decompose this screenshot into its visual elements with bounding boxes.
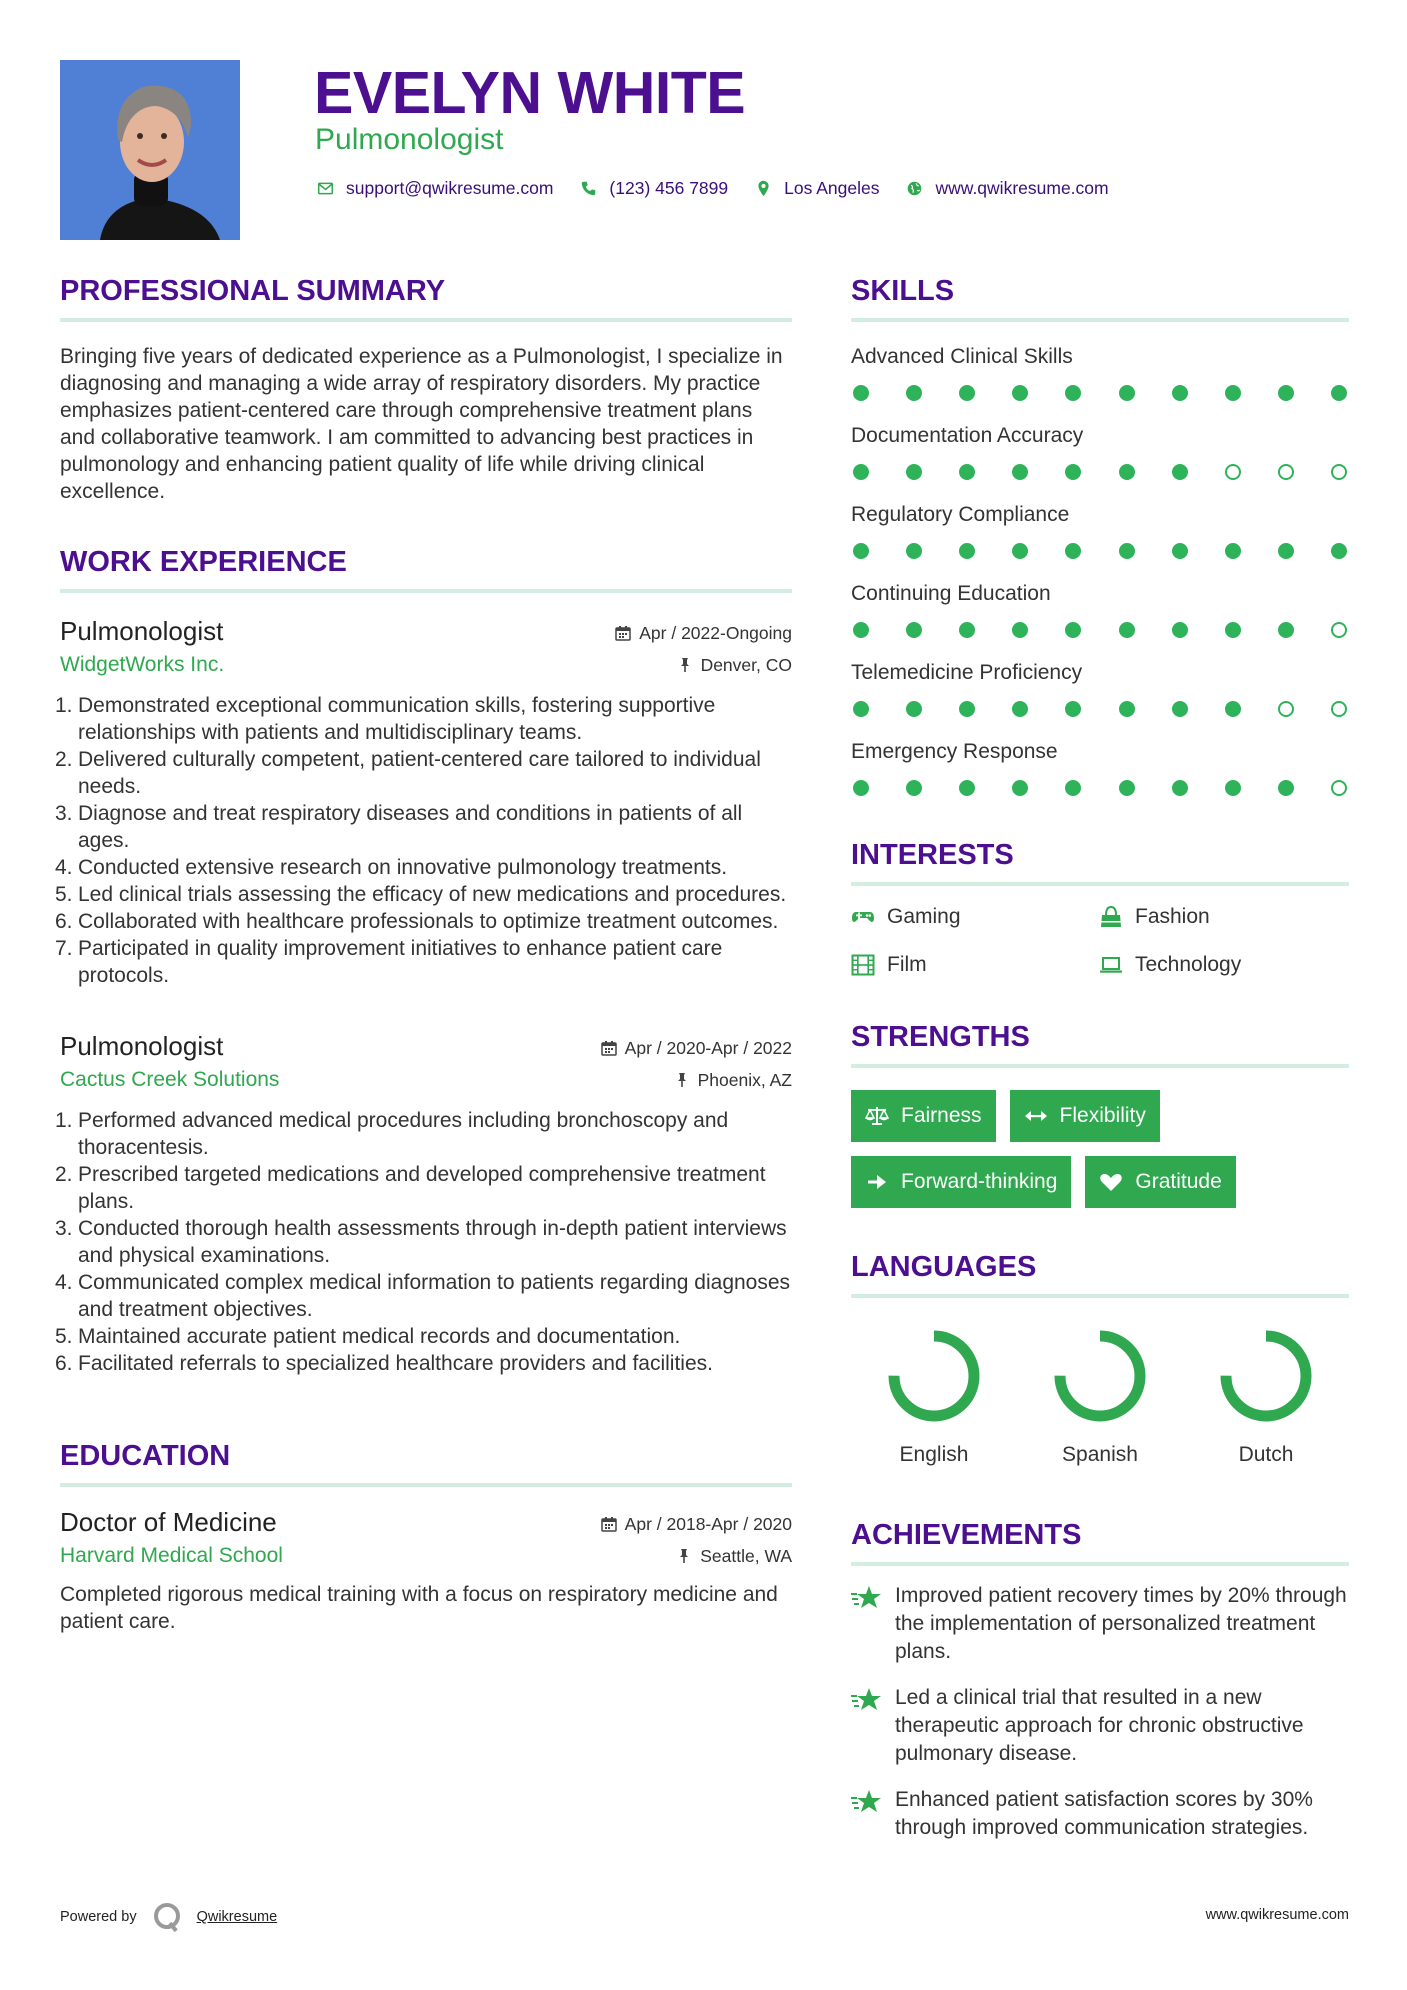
achievement-text: Improved patient recovery times by 20% through the implementation of personalized treatment plans. [895,1584,1347,1663]
duty-item [55,854,792,881]
laptop-icon [1099,954,1123,976]
footer-powered-by [60,1900,277,1934]
duty-text: Prescribed targeted medications and developed comprehensive treatment plans. [78,1163,766,1213]
skill-name: Telemedicine Proficiency [851,661,1083,684]
language-name: Dutch [1238,1443,1294,1466]
skills-section [851,272,1349,796]
rating-dot-filled [1278,385,1294,401]
rating-dot-filled [1065,622,1081,638]
candidate-name: EVELYN WHITE [314,60,746,126]
gamepad-icon [851,906,875,928]
rating-dot-empty [1278,701,1294,717]
duty-item [55,1350,792,1377]
rating-dot-filled [853,780,869,796]
education-dates [601,1513,792,1535]
skill-name: Advanced Clinical Skills [851,345,1073,368]
rating-dot-filled [959,543,975,559]
job-dates [601,1037,792,1059]
rating-dot-filled [1119,780,1135,796]
star-icon [851,1686,883,1714]
achievements-title: ACHIEVEMENTS [851,1516,1349,1566]
skill-rating [851,543,1349,559]
interest-label: Gaming [887,905,961,928]
contact-phone[interactable]: (123) 456 7899 [609,178,729,198]
languages-title: LANGUAGES [851,1248,1349,1298]
duty-text: Performed advanced medical procedures including bronchoscopy and thoracentesis. [78,1109,729,1159]
languages-section [851,1248,1349,1468]
rating-dot-filled [853,701,869,717]
right-column [851,272,1349,1842]
rating-dot-filled [1172,385,1188,401]
strength-chip [1085,1156,1235,1208]
skill-rating [851,701,1349,717]
skill-item [851,343,1349,401]
duty-text: Facilitated referrals to specialized healthcare providers and facilities. [78,1352,713,1375]
education-location [676,1545,792,1567]
skill-name: Regulatory Compliance [851,503,1070,526]
job-location [674,1069,792,1091]
duty-item [55,1269,792,1323]
rating-dot-filled [906,464,922,480]
strength-label: Gratitude [1135,1170,1222,1193]
language-level-arc [894,1336,974,1416]
achievement-text: Led a clinical trial that resulted in a new therapeutic approach for chronic obstructive pulmonary disease. [895,1686,1304,1765]
skill-item [851,580,1349,638]
pushpin-icon [677,657,693,673]
duty-item [55,1107,792,1161]
degree-title: Doctor of Medicine [60,1507,277,1537]
rating-dot-filled [1065,780,1081,796]
duty-text: Participated in quality improvement initiatives to enhance patient care protocols. [78,937,723,987]
rating-dot-filled [906,543,922,559]
rating-dot-filled [1172,464,1188,480]
interest-item [1099,904,1349,930]
achievements-section [851,1516,1349,1842]
rating-dot-filled [906,701,922,717]
globe-icon [904,179,926,199]
rating-dot-filled [1012,780,1028,796]
strength-label: Forward-thinking [901,1170,1058,1193]
duty-item [55,1215,792,1269]
calendar-icon [615,625,631,641]
left-column [55,272,792,1635]
job-entry [55,614,792,989]
calendar-icon [601,1040,617,1056]
interests-section [851,836,1349,978]
language-gauge [1050,1326,1150,1426]
rating-dot-filled [1331,385,1347,401]
duty-number: 4. [55,856,73,879]
rating-dot-empty [1331,780,1347,796]
rating-dot-empty [1331,622,1347,638]
language-gauge [1216,1326,1316,1426]
film-icon [851,954,875,976]
contact-website[interactable]: www.qwikresume.com [935,178,1109,198]
pushpin-icon [674,1072,690,1088]
pushpin-icon [676,1548,692,1564]
rating-dot-filled [853,622,869,638]
experience-section [55,543,792,1377]
duty-number: 3. [55,802,73,825]
rating-dot-filled [1225,385,1241,401]
achievement-item [851,1684,1349,1768]
rating-dot-filled [1119,622,1135,638]
heart-icon [1099,1172,1123,1192]
job-location [677,654,792,676]
contact-location: Los Angeles [784,178,880,198]
duty-text: Conducted extensive research on innovative pulmonology treatments. [78,856,728,879]
duty-number: 2. [55,748,73,771]
job-title: Pulmonologist [60,616,224,646]
education-location-text: Seattle, WA [700,1546,792,1566]
duty-text: Demonstrated exceptional communication skills, fostering supportive relationships with patients and multidisciplinary teams. [78,694,716,744]
duty-text: Delivered culturally competent, patient-centered care tailored to individual needs. [78,748,761,798]
interest-item [851,904,1099,930]
duty-number: 4. [55,1271,73,1294]
skill-item [851,738,1349,796]
language-level-arc [1226,1336,1306,1416]
rating-dot-filled [1012,622,1028,638]
duty-text: Collaborated with healthcare professionals to optimize treatment outcomes. [78,910,779,933]
star-icon [851,1584,883,1612]
rating-dot-filled [1172,701,1188,717]
interest-item [1099,952,1349,978]
strength-label: Fairness [901,1104,982,1127]
language-name: Spanish [1062,1443,1138,1466]
language-item [1183,1326,1349,1468]
job-duties [55,1107,792,1377]
rating-dot-filled [1172,543,1188,559]
strength-chip [851,1090,996,1142]
duty-item [55,881,792,908]
duty-number: 6. [55,1352,73,1375]
rating-dot-filled [1225,622,1241,638]
rating-dot-filled [1012,464,1028,480]
duty-item [55,1323,792,1350]
duty-item [55,692,792,746]
achievement-text: Enhanced patient satisfaction scores by 30% through improved communication strategies. [895,1788,1313,1839]
job-dates-text: Apr / 2022-Ongoing [639,623,792,643]
interest-label: Film [887,953,927,976]
rating-dot-filled [1065,385,1081,401]
rating-dot-filled [1119,385,1135,401]
achievement-item [851,1582,1349,1666]
achievement-item [851,1786,1349,1842]
rating-dot-filled [906,780,922,796]
languages-list [851,1326,1349,1468]
map-marker-icon [752,179,774,199]
skill-name: Emergency Response [851,740,1058,763]
job-company: Cactus Creek Solutions [60,1068,280,1091]
job-entry [55,1029,792,1377]
star-icon [851,1788,883,1816]
powered-by-label: Powered by [60,1909,137,1925]
balance-scale-icon [865,1106,889,1126]
rating-dot-filled [1172,622,1188,638]
job-location-text: Denver, CO [700,655,792,675]
duty-item [55,746,792,800]
duty-number: 3. [55,1217,73,1240]
rating-dot-filled [1225,701,1241,717]
strength-chip [851,1156,1071,1208]
rating-dot-empty [1331,701,1347,717]
summary-section [60,272,792,505]
rating-dot-filled [1065,464,1081,480]
rating-dot-filled [1065,543,1081,559]
rating-dot-filled [959,622,975,638]
rating-dot-filled [1012,385,1028,401]
duty-number: 6. [55,910,73,933]
rating-dot-filled [1012,543,1028,559]
skill-item [851,659,1349,717]
rating-dot-filled [1012,701,1028,717]
skill-rating [851,780,1349,796]
duty-text: Conducted thorough health assessments through in-depth patient interviews and physical examinations. [78,1217,787,1267]
job-title: Pulmonologist [60,1031,224,1061]
rating-dot-filled [1119,701,1135,717]
rating-dot-filled [1278,780,1294,796]
duty-item [55,908,792,935]
arrow-right-icon [865,1172,889,1192]
rating-dot-filled [1119,464,1135,480]
rating-dot-filled [853,543,869,559]
phone-icon [577,179,599,199]
summary-text: Bringing five years of dedicated experience as a Pulmonologist, I specialize in diagnosing and managing a wide array of respiratory disorders. My practice emphasizes patient-centered care through comprehensive treatment plans and collaborative teamwork. I am committed to advancing best practices in pulmonology and enhancing patient quality of life while driving clinical excellence. [60,345,783,503]
skill-name: Continuing Education [851,582,1051,605]
experience-title: WORK EXPERIENCE [60,543,792,593]
job-dates [615,622,792,644]
rating-dot-filled [906,622,922,638]
duty-item [55,1161,792,1215]
duty-number: 1. [55,1109,73,1132]
job-duties [55,692,792,989]
interest-item [851,952,1099,978]
strengths-title: STRENGTHS [851,1018,1349,1068]
interest-label: Fashion [1135,905,1210,928]
rating-dot-filled [959,385,975,401]
rating-dot-filled [1225,543,1241,559]
rating-dot-filled [959,464,975,480]
rating-dot-filled [1278,543,1294,559]
calendar-icon [601,1516,617,1532]
school-name: Harvard Medical School [60,1544,283,1567]
education-text: Completed rigorous medical training with a focus on respiratory medicine and patient care. [60,1583,778,1633]
duty-number: 1. [55,694,73,717]
job-location-text: Phoenix, AZ [697,1070,792,1090]
education-section [60,1437,792,1635]
rating-dot-filled [853,385,869,401]
rating-dot-filled [1331,543,1347,559]
rating-dot-filled [1172,780,1188,796]
skill-item [851,501,1349,559]
rating-dot-empty [1225,464,1241,480]
strengths-section [851,1018,1349,1208]
footer-brand-link[interactable]: Qwikresume [196,1909,278,1925]
duty-item [55,800,792,854]
duty-text: Led clinical trials assessing the efficacy of new medications and procedures. [78,883,787,906]
rating-dot-empty [1278,464,1294,480]
contact-bar [314,178,1133,199]
job-dates-text: Apr / 2020-Apr / 2022 [624,1038,792,1058]
rating-dot-filled [1119,543,1135,559]
language-item [851,1326,1017,1468]
rating-dot-filled [1278,622,1294,638]
language-level-arc [1060,1336,1140,1416]
education-entry [60,1505,792,1635]
strength-label: Flexibility [1059,1104,1146,1127]
rating-dot-filled [1225,780,1241,796]
shopping-bag-icon [1099,906,1123,928]
interest-label: Technology [1135,953,1242,976]
skill-rating [851,622,1349,638]
skills-title: SKILLS [851,272,1349,322]
duty-text: Diagnose and treat respiratory diseases and conditions in patients of all ages. [78,802,743,852]
candidate-role: Pulmonologist [315,123,504,156]
duty-text: Maintained accurate patient medical records and documentation. [78,1325,681,1348]
duty-number: 5. [55,1325,73,1348]
interests-title: INTERESTS [851,836,1349,886]
rating-dot-filled [1065,701,1081,717]
arrows-horizontal-icon [1024,1106,1048,1126]
duty-text: Communicated complex medical information to patients regarding diagnoses and treatment objectives. [78,1271,791,1321]
language-name: English [899,1443,969,1466]
strength-chip [1010,1090,1160,1142]
job-company: WidgetWorks Inc. [60,653,225,676]
contact-email[interactable]: support@qwikresume.com [346,178,554,198]
skill-name: Documentation Accuracy [851,424,1084,447]
rating-dot-filled [959,780,975,796]
language-item [1017,1326,1183,1468]
skills-list [851,343,1349,796]
rating-dot-filled [853,464,869,480]
envelope-icon [314,179,336,199]
rating-dot-filled [959,701,975,717]
duty-item [55,935,792,989]
skill-item [851,422,1349,480]
education-title: EDUCATION [60,1437,792,1487]
profile-photo [60,60,240,240]
qwikresume-logo-icon [151,1900,185,1934]
footer-website[interactable]: www.qwikresume.com [1205,1907,1349,1923]
rating-dot-filled [906,385,922,401]
summary-title: PROFESSIONAL SUMMARY [60,272,792,322]
duty-number: 2. [55,1163,73,1186]
skill-rating [851,464,1349,480]
education-dates-text: Apr / 2018-Apr / 2020 [624,1514,792,1534]
duty-number: 5. [55,883,73,906]
duty-number: 7. [55,937,73,960]
skill-rating [851,385,1349,401]
rating-dot-empty [1331,464,1347,480]
language-gauge [884,1326,984,1426]
